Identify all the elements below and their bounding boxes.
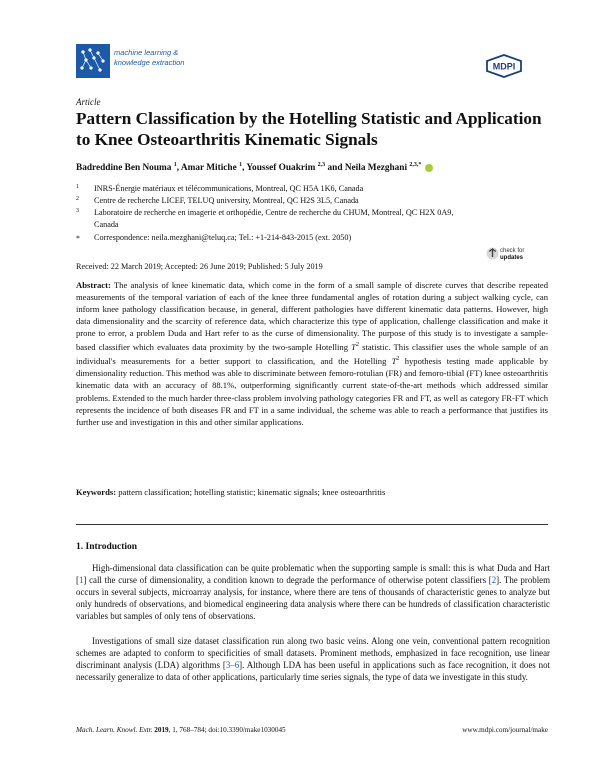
author-separator: , [176,163,181,174]
affiliation-number: 3 [76,208,79,214]
abstract-text-2: statistic. This classifier uses the whole sample of an individual's measurements for a better support to classification, and the Hotelling [76,342,548,367]
author-name: Youssef Ouakrim [246,163,316,174]
publication-dates: Received: 22 March 2019; Accepted: 26 June 2019; Published: 5 July 2019 [76,262,323,271]
footer-journal: Mach. Learn. Knowl. Extr. [76,726,153,734]
paper-title: Pattern Classification by the Hotelling Statistic and Application to Knee Osteoarthritis Kinematic Signals [76,109,542,149]
citation-link[interactable]: 2 [491,575,497,586]
check-updates-line1: check for [500,248,525,254]
footer-citation [76,726,286,734]
mdpi-logo-icon [484,54,524,78]
journal-name-line1: machine learning & [114,48,179,57]
abstract-text-3: hypothesis testing made applicable by dimensionality reduction. This method was able to discriminate between femoro-rotulian (FR) and femoro-tibial (FT) knee osteoarthritis kinematic data with an accuracy of 88.1%, outperforming significantly current state-of-the-art methods which addressed similar problems. Extended to the much harder three-class problem involving pathology categories FR and FT, as well as category FR-FT which represents the incidence of both diseases FR and FT in a same individual, the scheme was able to reach a performance that justifies its further use and investigation in this and other similar applications. [76,356,548,427]
paragraph-text: High-dimensional data classification can be quite problematic when the supporting sample is small: this is what Duda and Hart [ [76,563,550,586]
author-name: Badreddine Ben Nouma [76,163,172,174]
author-affiliation-mark: 1 [173,162,177,168]
journal-logo-icon [76,44,110,78]
affiliation-text: Centre de recherche LICEF, TELUQ university, Montreal, QC H2S 3L5, Canada [94,196,359,205]
author-separator: , [242,163,247,174]
citation-link[interactable]: 1 [78,575,84,586]
author-affiliation-mark: 1 [239,162,243,168]
author-affiliation-mark: 2,3 [317,162,326,168]
affiliation-text: Canada [94,220,119,229]
keywords-label: Keywords: [76,487,117,497]
journal-name [114,48,184,67]
keywords [76,487,548,497]
orcid-icon[interactable] [425,164,433,172]
abstract-text-1: The analysis of knee kinematic data, which come in the form of a small sample of discrete curves that describe repeated measurements of the temporal variation of each of the knee three fundamental angles of rotation during a subject walking cycle, can inform knee pathology classification because, in general, different pathologies have different kinematic data patterns. However, high data dimensionality and the scarcity of reference data, which characterize this type of application, challenge classification and make it prone to error, a problem Duda and Hart refer to as the curse of dimensionality. The purpose of this study is to investigate a sample-based classifier which evaluates data proximity by the two-sample Hotelling [76,280,548,353]
abstract-superscript: 2 [355,342,359,349]
author-list [76,162,546,173]
correspondence-text[interactable]: Correspondence: neila.mezghani@teluq.ca; Tel.: +1-214-843-2015 (ext. 2050) [94,233,352,242]
section-divider [76,524,548,525]
affiliation-number: 1 [76,184,79,190]
abstract-label: Abstract: [76,280,111,290]
abstract-t-symbol: T [351,342,356,353]
abstract [76,279,548,428]
correspondence-mark: * [76,234,80,243]
author-affiliation-mark: 2,3,* [409,162,422,168]
footer-year: 2019 [154,726,169,734]
check-updates-line2: updates [500,255,524,261]
journal-name-line2: knowledge extraction [114,57,185,67]
author-and: and [325,163,345,174]
footer-url[interactable]: www.mdpi.com/journal/make [462,726,548,734]
publisher-logo-text: MDPI [492,61,516,72]
paragraph-text: Investigations of small size dataset classification run along two basic veins. Along one vein, conventional pattern recognition schemes are adapted to conform to specificities of small datasets. Prominent methods, emphasized in face recognition, use linear discriminant analysis (LDA) algorithms [ [76,636,550,671]
abstract-superscript: 2 [396,356,400,363]
body-paragraph [76,635,550,683]
author-name: Amar Mitiche [180,163,237,174]
article-type: Article [76,97,101,107]
citation-link[interactable]: 3–6 [225,660,240,671]
paragraph-text: ] call the curse of dimensionality, a condition known to degrade the performance of otherwise potent classifiers [ [83,575,492,586]
check-updates-icon [486,247,499,260]
section-heading: 1. Introduction [76,542,138,552]
abstract-t-symbol: T [391,356,397,367]
keywords-text: pattern classification; hotelling statistic; kinematic signals; knee osteoarthritis [116,487,386,497]
affiliation-text: Laboratoire de recherche en imagerie et orthopédie, Centre de recherche du CHUM, Montreal, QC H2X 0A9, [94,208,454,217]
paragraph-text: ]. Although LDA has been useful in applications such as face recognition, it does not necessarily generalize to data of other applications, particularly time series signals, the type of data we investigate in this study. [76,660,550,683]
check-for-updates-badge[interactable] [486,240,534,270]
affiliation-text: INRS-Énergie matériaux et télécommunications, Montreal, QC H5A 1K6, Canada [94,184,364,193]
footer-details: , 1, 768–784; doi:10.3390/make1030045 [168,726,286,734]
paragraph-text: ]. The problem occurs in several subjects, microarray analysis, for instance, where there are tens of thousands of characteristic genes to analyze but only hundreds of observations, and biomedical engineering data analysis where there can be hundreds of classification characteristic variables but samples of only tens of observations. [76,575,550,622]
author-name: Neila Mezghani [344,163,408,174]
body-paragraph [76,562,550,622]
affiliation-number: 2 [76,196,79,202]
